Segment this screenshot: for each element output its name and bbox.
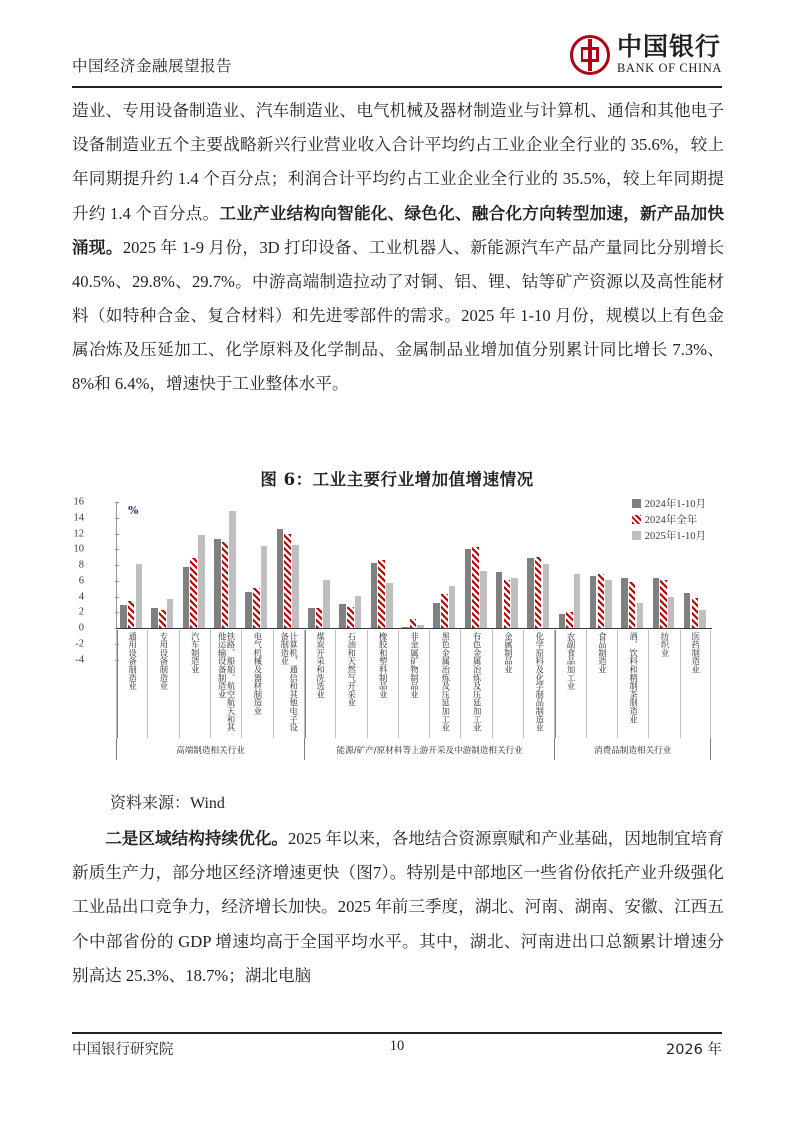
bar-group — [214, 502, 237, 628]
x-axis-category-label: 有色金属冶炼及压延加工业 — [472, 632, 483, 732]
x-axis-category — [617, 630, 648, 738]
page-header — [72, 34, 722, 86]
figure-source: 资料来源：Wind — [110, 795, 225, 812]
bar — [574, 574, 581, 628]
bar — [660, 580, 667, 628]
y-axis-tick-label: 16 — [73, 496, 84, 508]
x-axis-category — [116, 630, 147, 738]
footer-year: 2026 年 — [665, 1042, 722, 1058]
bar — [378, 560, 385, 628]
x-axis-category-label: 金属制品业 — [503, 632, 514, 674]
footer-page-number: 10 — [389, 1038, 405, 1054]
bar-group — [465, 502, 488, 628]
bar — [245, 592, 252, 628]
x-axis-category-label: 黑色金属冶炼及压延加工业 — [440, 632, 451, 732]
x-axis-category-label: 纺织业 — [659, 632, 670, 657]
x-axis-category-label: 石油和天然气开采业 — [346, 632, 357, 707]
bar — [465, 549, 472, 628]
x-axis-category-label: 非金属矿物制品业 — [409, 632, 420, 699]
bar-group — [653, 502, 676, 628]
bar — [417, 625, 424, 628]
y-axis-tick-label: 8 — [78, 559, 84, 571]
legend-label: 2024年全年 — [644, 514, 698, 526]
bar — [535, 557, 542, 628]
y-axis-unit-label: % — [128, 504, 139, 517]
paragraph-1-text-b: 2025 年 1-9 月份，3D 打印设备、工业机器人、新能源汽车产品产量同比分别增长 40.5%、29.8%、29.7%。中游高端制造拉动了对铜、铝、锂、钴等矿产资源以及高性能材料（如特种合金、复合材料）和先进零部件的需求。2025 年 1-10 月份，规模以上有色金属冶炼及压延加工、化学原料及化学制品、金属制品业增加值分别累计同比增长 7.3%、8%和 6.4%，增速快于工业整体水平。 — [72, 237, 725, 394]
bar — [371, 563, 378, 628]
bar-group — [151, 502, 174, 628]
bar — [316, 608, 323, 628]
logo-english-name: BANK OF CHINA — [616, 60, 722, 75]
x-axis-category-label: 酒、饮料和精制茶制造业 — [628, 632, 639, 724]
bank-of-china-logo — [570, 34, 722, 76]
bar-group — [245, 502, 268, 628]
bar — [183, 567, 190, 628]
x-axis-category — [147, 630, 178, 738]
x-axis-category — [554, 630, 585, 738]
bar — [386, 583, 393, 628]
x-axis-category — [398, 630, 429, 738]
bar-group — [183, 502, 206, 628]
bar-group — [590, 502, 613, 628]
y-axis-tick-label: 6 — [78, 575, 84, 587]
x-axis-category — [648, 630, 679, 738]
bar — [449, 586, 456, 628]
x-axis-group-label: 高端制造相关行业 — [176, 746, 245, 756]
bar — [511, 578, 518, 628]
header-divider — [72, 86, 722, 88]
bar — [198, 535, 205, 628]
zero-axis-line — [116, 628, 712, 629]
bar-group — [496, 502, 519, 628]
bar — [284, 534, 291, 628]
paragraph-2-text: 2025 年以来，各地结合资源禀赋和产业基础，因地制宜培育新质生产力，部分地区经济增速更快（图7）。特别是中部地区一些省份依托产业升级强化工业品出口竞争力，经济增长加快。2025 年前三季度，湖北、河南、湖南、安徽、江西五个中部省份的 GDP 增速均高于全国平均水平。其中，湖北、河南进出口总额累计增速分别高达 25.3%、18.7%；湖北电脑 — [72, 829, 724, 985]
bar — [159, 610, 166, 628]
bar — [543, 564, 550, 628]
bar — [653, 578, 660, 628]
x-axis-group-labels — [116, 738, 712, 760]
x-axis-category — [367, 630, 398, 738]
group-separator — [305, 630, 306, 738]
bar-group — [684, 502, 707, 628]
x-axis-category-label: 计算机、通信和其他电子设备制造业 — [279, 632, 299, 732]
bar — [323, 580, 330, 628]
bar — [222, 542, 229, 628]
bar — [433, 603, 440, 628]
report-title: 中国经济金融展望报告 — [72, 57, 233, 75]
x-axis-category-labels — [116, 630, 712, 738]
bar — [637, 603, 644, 628]
x-axis-category — [492, 630, 523, 738]
bar-group — [621, 502, 644, 628]
bar — [410, 619, 417, 628]
x-axis-category — [210, 630, 241, 738]
bar — [527, 558, 534, 628]
bar — [308, 608, 315, 628]
x-axis-category-label: 医药制造业 — [690, 632, 701, 674]
bar — [167, 599, 174, 628]
y-axis-tick-label: 12 — [73, 528, 84, 539]
x-axis-group-label: 能源/矿产/原材料等上游开采及中游制造相关行业 — [336, 746, 523, 756]
bar — [629, 582, 636, 628]
x-axis-category — [273, 630, 304, 738]
bar-group — [433, 502, 456, 628]
bar — [684, 593, 691, 628]
x-axis-category — [586, 630, 617, 738]
bar — [214, 539, 221, 628]
bar — [441, 594, 448, 628]
x-axis-category — [304, 630, 335, 738]
bar — [261, 546, 268, 628]
x-axis-group-label: 消费品制造相关行业 — [594, 746, 672, 756]
x-axis-group — [116, 738, 304, 760]
y-axis-tick-label: 10 — [73, 543, 84, 555]
figure-title: 图 6：工业主要行业增加值增速情况 — [260, 470, 534, 489]
footer-divider — [72, 1032, 722, 1034]
y-axis-tick-label: 4 — [78, 591, 84, 602]
bar-group — [559, 502, 582, 628]
bar-group — [339, 502, 362, 628]
x-axis-category-label: 橡胶和塑料制品业 — [378, 632, 389, 699]
logo-chinese-name: 中国银行 — [616, 32, 721, 61]
bar — [605, 580, 612, 628]
bars-container — [116, 502, 711, 628]
figure-6-bar-chart — [73, 496, 726, 766]
bar — [347, 607, 354, 628]
x-axis-category — [460, 630, 491, 738]
y-axis-tick-label: -2 — [75, 638, 84, 650]
bar — [590, 576, 597, 628]
bar — [355, 596, 362, 628]
footer-institution: 中国银行研究院 — [72, 1042, 174, 1058]
x-axis-category-label: 铁路、船舶、航空航天和其他运输设备制造业 — [217, 632, 237, 732]
body-paragraph-2 — [72, 822, 724, 993]
bar — [229, 511, 236, 628]
bar — [190, 558, 197, 628]
bar — [339, 604, 346, 628]
x-axis-category-label: 食品制造业 — [597, 632, 608, 674]
bar-group — [402, 502, 425, 628]
bar — [692, 598, 699, 628]
x-axis-category-label: 汽车制造业 — [190, 632, 201, 674]
legend-label: 2025年1-10月 — [644, 530, 706, 542]
x-axis-category-label: 电气机械及器材制造业 — [252, 632, 263, 715]
bar-group — [308, 502, 331, 628]
bar — [253, 588, 260, 628]
bar — [559, 614, 566, 628]
x-axis-category-label: 化学原料及化学制品制造业 — [534, 632, 545, 732]
x-axis-category — [335, 630, 366, 738]
x-axis-category-label: 煤炭开采和洗选业 — [315, 632, 326, 699]
body-paragraph-1 — [72, 94, 724, 402]
y-axis-tick-label: 14 — [73, 512, 84, 524]
x-axis-group — [304, 738, 555, 760]
paragraph-1-bold: 工业产业结构向智能化、绿色化、融合化方向转型加速，新产品加快涌现。 — [72, 203, 724, 257]
bar — [120, 605, 127, 628]
bar — [566, 612, 573, 628]
paragraph-2-bold: 二是区域结构持续优化。 — [105, 829, 288, 848]
y-axis — [73, 496, 116, 665]
x-axis-category — [523, 630, 554, 738]
x-axis-category-label: 农副食品加工业 — [566, 632, 577, 691]
page-footer — [72, 1038, 722, 1060]
group-separator — [555, 630, 556, 738]
bar — [128, 601, 135, 628]
y-axis-tick-label: -4 — [75, 654, 84, 665]
x-axis-category — [680, 630, 711, 738]
bar — [621, 578, 628, 628]
bar-group — [371, 502, 394, 628]
bar-group — [527, 502, 550, 628]
bar — [472, 547, 479, 628]
x-axis-category-label: 通用设备制造业 — [127, 632, 138, 691]
bar — [402, 627, 409, 628]
y-axis-tick-label: 2 — [78, 606, 84, 618]
legend-label: 2024年1-10月 — [644, 498, 706, 510]
bar — [292, 545, 299, 628]
x-axis-group — [554, 738, 711, 760]
bar — [496, 572, 503, 628]
bar — [151, 608, 158, 628]
bar — [504, 580, 511, 628]
x-axis-category — [241, 630, 272, 738]
bar — [598, 574, 605, 628]
bar — [668, 597, 675, 628]
bar — [277, 529, 284, 628]
group-separator — [117, 630, 118, 738]
bar — [136, 564, 143, 628]
bar — [699, 610, 706, 628]
x-axis-category-label: 专用设备制造业 — [158, 632, 169, 691]
bar — [480, 571, 487, 628]
y-axis-tick-label: 0 — [78, 622, 84, 634]
bar-group — [277, 502, 300, 628]
x-axis-category — [429, 630, 460, 738]
bar-group — [120, 502, 143, 628]
boc-emblem-icon — [570, 35, 610, 75]
x-axis-category — [179, 630, 210, 738]
paragraph-1-text-a: 造业、专用设备制造业、汽车制造业、电气机械及器材制造业与计算机、通信和其他电子设备制造业五个主要战略新兴行业营业收入合计平均约占工业企业全行业的 35.6%，较上年同期提升约 1.4 个百分点；利润合计平均约占工业企业全行业的 35.5%，较上年同期提升约 1.4 个百分点。 — [72, 101, 724, 223]
